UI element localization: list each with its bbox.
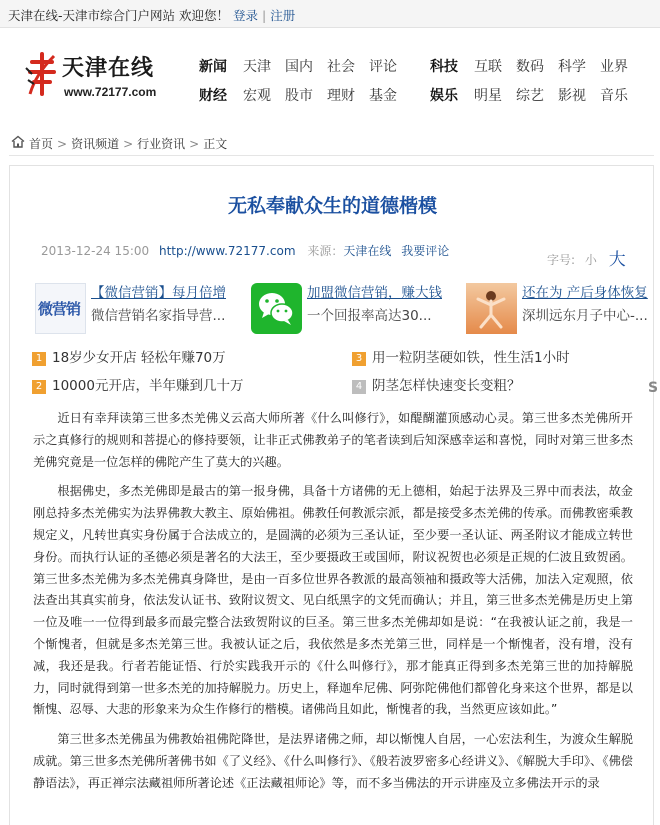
ad-desc: 微信营销名家指导营... (91, 308, 226, 324)
breadcrumb-separator: > (57, 137, 68, 151)
nav-item[interactable]: 天津 (243, 59, 271, 75)
promo-link-text: 10000元开店，半年赚到几十万 (52, 378, 244, 394)
promo-link[interactable] (352, 346, 570, 366)
article-container (9, 165, 659, 825)
nav-item[interactable]: 明星 (474, 88, 502, 104)
side-letter: S (648, 380, 659, 396)
nav-finance[interactable]: 财经 (199, 88, 227, 104)
thumb-text: 微营销 (38, 300, 81, 318)
nav-entertainment[interactable]: 娱乐 (430, 88, 458, 104)
nav-item[interactable]: 互联 (474, 59, 502, 75)
article-url-link[interactable]: http://www.72177.com (158, 244, 296, 258)
nav-item[interactable]: 国内 (285, 59, 313, 75)
nav-item[interactable]: 科学 (558, 59, 586, 75)
nav-tech[interactable]: 科技 (430, 59, 458, 75)
ad-desc: 深圳远东月子中心-... (522, 308, 648, 324)
promo-link-text: 18岁少女开店 轻松年赚70万 (52, 350, 226, 366)
divider: | (262, 8, 267, 23)
article-date: 2013-12-24 15:00 (41, 244, 150, 258)
article-paragraph: 近日有幸拜读第三世多杰羌佛义云高大师所著《什么叫修行》，如醍醐灌顶感动心灵。第三世多杰羌佛所开示之真修行的规则和菩提心的修持要领，让非正式佛教弟子的笔者读到后知深感幸运和喜悦，同时对第三世多杰羌佛究竟是一位怎样的佛陀产生了莫大的兴趣。 (33, 411, 633, 469)
promo-link-text: 用一粒阴茎硬如铁，性生活1小时 (372, 350, 570, 366)
breadcrumb-separator: > (189, 137, 200, 151)
nav-item[interactable]: 音乐 (600, 88, 628, 104)
register-link[interactable]: 注册 (270, 8, 296, 23)
login-link[interactable]: 登录 (232, 8, 258, 23)
nav-item[interactable]: 影视 (558, 88, 586, 104)
source-link[interactable]: 天津在线 (343, 244, 392, 258)
breadcrumb-home[interactable]: 首页 (29, 137, 54, 151)
nav-news[interactable]: 新闻 (199, 59, 227, 75)
source-label: 来源： (307, 244, 344, 258)
promo-link[interactable] (32, 346, 226, 366)
promo-link-text: 阴茎怎样快速变长变粗？ (372, 378, 521, 394)
ad-title[interactable]: 还在为 产后身体恢复 (522, 285, 648, 301)
home-icon (11, 135, 25, 148)
rank-badge: 3 (352, 352, 366, 366)
font-size-label: 字号: (547, 253, 576, 267)
ad-title[interactable]: 【微信营销】每月倍增 (91, 285, 226, 301)
yoga-photo-icon (466, 283, 517, 334)
logo-mark-icon (24, 50, 60, 106)
article-paragraph: 根据佛史，多杰羌佛即是最古的第一报身佛，具备十方诸佛的无上德相，始起于法界及三界中而表法，故金刚总持多杰羌佛实为法界佛教大教主、原始佛祖。佛教任何教派宗派，都是接受多杰羌佛的传承。而佛教密乘教规定义，凡转世真实身份属于合法成立的，是圆满的必须为三圣认证，至少要一圣认证、两圣附议才能成立转世身份。而执行认证的圣德必须是著名的大法王，至少要摄政王或国师，附议祝贺也必须是正规的仁波且致贺函。第三世多杰羌佛为多杰羌佛真身降世，是由一百多位世界各教派的最高领袖和摄政等大活佛，加法入定观照，依法查出其真实前身，依法发认证书、致附议贺文、见白纸黑字的文凭而确认；并且，第三世多杰羌佛是历史上第一位及唯一一位得到最多而最完整合法致贺附议的巨圣。第三世多杰羌佛却如是说：“在我被认证之前，我是一个惭愧者，但就是多杰羌第三世。我被认证之后，我依然是多杰羌第三世，同样是一个惭愧者，没有增，没有减，我还是我。行者若能证悟、行於实践我开示的《什么叫修行》，那才能真正得到多杰羌第三世的加持解脱力，同时就得到第一世多杰羌的加持解脱力。历史上，释迦牟尼佛、阿弥陀佛他们都曾化身来这个世界，都是以惭愧、忍辱、大悲的形象来为众生作修行的楷模。诸佛尚且如此，惭愧者的我，当然更应该如此。” (33, 484, 633, 717)
comment-link[interactable]: 我要评论 (401, 244, 450, 258)
site-logo[interactable] (24, 48, 184, 108)
rank-badge: 1 (32, 352, 46, 366)
breadcrumb-channel[interactable]: 资讯频道 (71, 137, 120, 151)
nav-item[interactable]: 数码 (516, 59, 544, 75)
breadcrumb-current: 正文 (203, 137, 228, 151)
article-paragraph: 第三世多杰羌佛虽为佛教始祖佛陀降世，是法界诸佛之师，却以惭愧人自居，一心宏法利生，为渡众生解脱成就。第三世多杰羌佛所著佛书如《了义经》、《什么叫修行》、《般若波罗密多心经讲义》、《解脱大手印》、《佛偿静语法》，再正禅宗法藏祖师所著论述《正法藏祖师论》等，而不多当佛法的开示讲座及立多佛法开示的录 (33, 732, 633, 790)
top-bar-text (8, 6, 295, 24)
nav-item[interactable]: 宏观 (243, 88, 271, 104)
site-welcome: 天津在线-天津市综合门户网站 欢迎您！ (8, 8, 229, 23)
font-big-button[interactable]: 大 (608, 250, 626, 270)
site-header (0, 28, 660, 120)
article-title: 无私奉献众生的道德楷模 (227, 195, 437, 217)
nav-item[interactable]: 综艺 (516, 88, 544, 104)
top-bar (0, 0, 660, 28)
nav-item[interactable]: 评论 (369, 59, 397, 75)
promo-link[interactable] (352, 374, 521, 394)
weiyingxiao-logo-icon (35, 283, 86, 334)
wechat-icon (251, 283, 302, 334)
nav-item[interactable]: 业界 (600, 59, 628, 75)
breadcrumb-items (29, 135, 227, 152)
nav-item[interactable]: 理财 (327, 88, 355, 104)
font-small-button[interactable]: 小 (584, 253, 597, 267)
rank-badge: 4 (352, 380, 366, 394)
nav-item[interactable]: 基金 (369, 88, 397, 104)
rank-badge: 2 (32, 380, 46, 394)
ad-desc: 一个回报率高达30... (307, 308, 432, 324)
article-meta (41, 242, 449, 259)
promo-link[interactable] (32, 374, 243, 394)
breadcrumb-category[interactable]: 行业资讯 (137, 137, 186, 151)
font-size-control (547, 244, 626, 269)
breadcrumb-separator: > (123, 137, 134, 151)
logo-name: 天津在线 (62, 55, 155, 81)
article-body (33, 408, 633, 803)
logo-url: www.72177.com (64, 85, 157, 99)
nav-item[interactable]: 股市 (285, 88, 313, 104)
nav-item[interactable]: 社会 (327, 59, 355, 75)
breadcrumb (9, 130, 654, 156)
ad-title[interactable]: 加盟微信营销，赚大钱 (307, 285, 442, 301)
